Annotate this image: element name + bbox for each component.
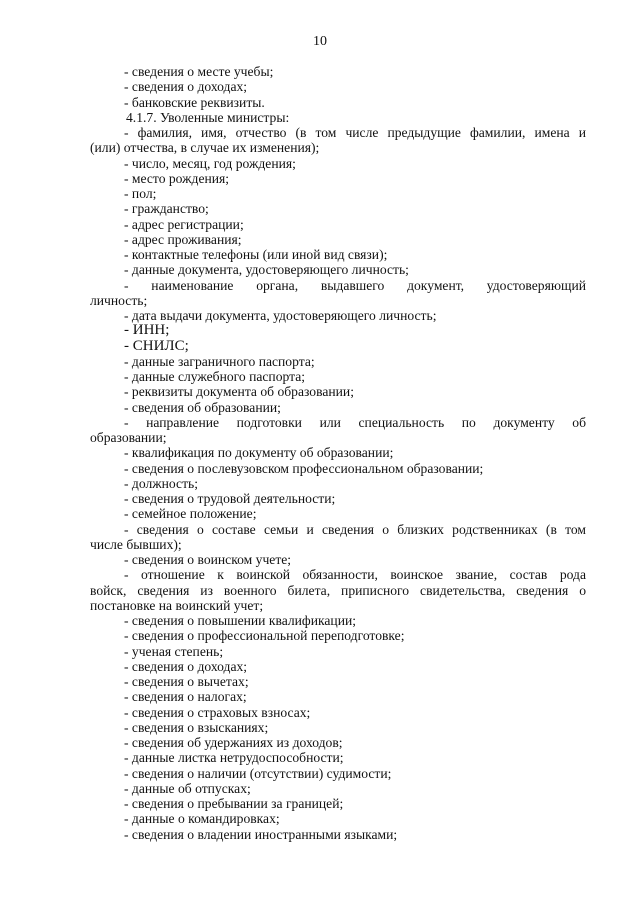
text-line: - банковские реквизиты. bbox=[124, 94, 265, 110]
text-line: - сведения о воинском учете; bbox=[124, 552, 292, 567]
text-line: - сведения о страховых взносах; bbox=[124, 704, 311, 720]
text-line: - сведения о наличии (отсутствии) судимости; bbox=[124, 765, 392, 781]
text-line: постановке на воинский учет; bbox=[90, 597, 264, 613]
text-line: - дата выдачи документа, удостоверяющего личность; bbox=[124, 308, 437, 323]
section-heading: 4.1.7. Уволенные министры: bbox=[126, 109, 290, 125]
text-line: - сведения о налогах; bbox=[124, 689, 247, 705]
page-number: 10 bbox=[313, 34, 327, 49]
text-line: - квалификация по документу об образовании; bbox=[124, 445, 394, 461]
text-line: - сведения об удержаниях из доходов; bbox=[124, 735, 343, 750]
text-line: - реквизиты документа об образовании; bbox=[124, 384, 354, 400]
text-line: - данные об отпусках; bbox=[124, 780, 251, 796]
document-body bbox=[90, 64, 586, 842]
text-line: - сведения о составе семьи и сведения о близких родственниках (в том bbox=[124, 521, 586, 537]
text-line: - сведения о доходах; bbox=[124, 658, 248, 674]
text-line: - адрес регистрации; bbox=[124, 216, 244, 232]
text-line: - гражданство; bbox=[124, 201, 209, 217]
text-line: - данные заграничного паспорта; bbox=[124, 353, 315, 369]
text-line: - должность; bbox=[124, 475, 198, 491]
text-line: - данные документа, удостоверяющего личность; bbox=[124, 262, 409, 278]
text-line: - адрес проживания; bbox=[124, 231, 242, 247]
text-line: - сведения о послевузовском профессиональном образовании; bbox=[124, 460, 484, 476]
text-line: - ИНН; bbox=[124, 322, 170, 339]
text-line: (или) отчества, в случае их изменения); bbox=[90, 140, 320, 156]
text-line: - пол; bbox=[124, 186, 157, 201]
text-line: - сведения о владении иностранными языками; bbox=[124, 826, 398, 842]
text-line: - сведения о доходах; bbox=[124, 79, 248, 95]
text-line: - сведения о вычетах; bbox=[124, 674, 249, 689]
text-line: - ученая степень; bbox=[124, 643, 224, 659]
text-line: - сведения об образовании; bbox=[124, 399, 281, 415]
text-line: - сведения о пребывании за границей; bbox=[124, 796, 344, 811]
text-line: войск, сведения из военного билета, приписного свидетельства, сведения о bbox=[90, 582, 586, 598]
text-line: - семейное положение; bbox=[124, 506, 257, 522]
text-line: - сведения о взысканиях; bbox=[124, 719, 269, 735]
text-line: - данные о командировках; bbox=[124, 811, 280, 827]
text-line: - сведения о повышении квалификации; bbox=[124, 613, 357, 628]
text-line: - СНИЛС; bbox=[124, 337, 189, 354]
text-line: - число, месяц, год рождения; bbox=[124, 155, 296, 171]
text-line: личность; bbox=[90, 292, 148, 308]
text-line: - сведения о месте учебы; bbox=[124, 64, 274, 79]
text-line: - контактные телефоны (или иной вид связи); bbox=[124, 247, 388, 262]
text-line: - сведения о профессиональной переподготовке; bbox=[124, 628, 405, 644]
text-line: - место рождения; bbox=[124, 170, 230, 186]
text-line: - отношение к воинской обязанности, воинское звание, состав рода bbox=[124, 567, 586, 583]
text-line: - сведения о трудовой деятельности; bbox=[124, 491, 336, 506]
text-line: - данные листка нетрудоспособности; bbox=[124, 750, 344, 766]
text-line: - фамилия, имя, отчество (в том числе предыдущие фамилии, имена и bbox=[124, 125, 586, 140]
text-line: образовании; bbox=[90, 430, 167, 445]
text-line: - данные служебного паспорта; bbox=[124, 369, 306, 384]
text-line: - направление подготовки или специальность по документу об bbox=[124, 414, 586, 430]
text-line: числе бывших); bbox=[90, 536, 182, 552]
text-line: - наименование органа, выдавшего документ, удостоверяющий bbox=[124, 277, 586, 293]
